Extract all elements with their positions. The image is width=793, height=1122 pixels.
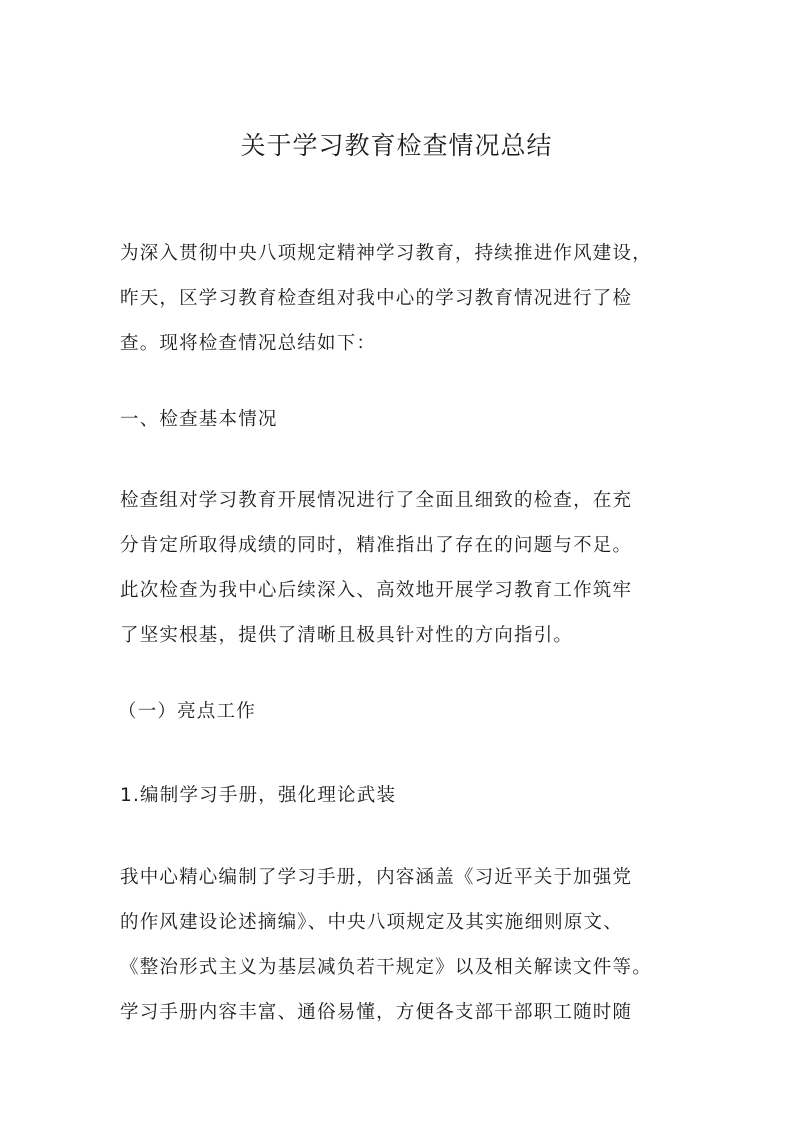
- document-title: 关于学习教育检查情况总结: [240, 131, 553, 160]
- paragraph-line: 学习手册内容丰富、通俗易懂，方便各支部干部职工随时随: [120, 1002, 633, 1023]
- paragraph-line: 为深入贯彻中央八项规定精神学习教育，持续推进作风建设，: [120, 243, 652, 264]
- intro-paragraph: [120, 231, 680, 366]
- paragraph-line: 昨天，区学习教育检查组对我中心的学习教育情况进行了检: [120, 288, 633, 309]
- paragraph-line: 分肯定所取得成绩的同时，精准指出了存在的问题与不足。: [120, 535, 633, 556]
- paragraph-line: 查。现将检查情况总结如下：: [120, 333, 377, 354]
- paragraph-line: 《整治形式主义为基层减负若干规定》以及相关解读文件等。: [120, 957, 652, 978]
- paragraph-line: 的作风建设论述摘编》、中央八项规定及其实施细则原文、: [120, 912, 623, 933]
- item-heading-study-manual: 1.编制学习手册，强化理论武装: [120, 785, 397, 806]
- section1-paragraph: [120, 478, 680, 658]
- paragraph-line: 检查组对学习教育开展情况进行了全面且细致的检查，在充: [120, 490, 633, 511]
- item1-paragraph: [120, 855, 680, 1035]
- paragraph-line: 此次检查为我中心后续深入、高效地开展学习教育工作筑牢: [120, 580, 633, 601]
- subsection-heading-highlights: （一）亮点工作: [118, 701, 256, 722]
- section-heading-basic-situation: 一、检查基本情况: [120, 409, 278, 430]
- paragraph-line: 我中心精心编制了学习手册，内容涵盖《习近平关于加强党: [120, 867, 633, 888]
- paragraph-line: 了坚实根基，提供了清晰且极具针对性的方向指引。: [120, 625, 574, 646]
